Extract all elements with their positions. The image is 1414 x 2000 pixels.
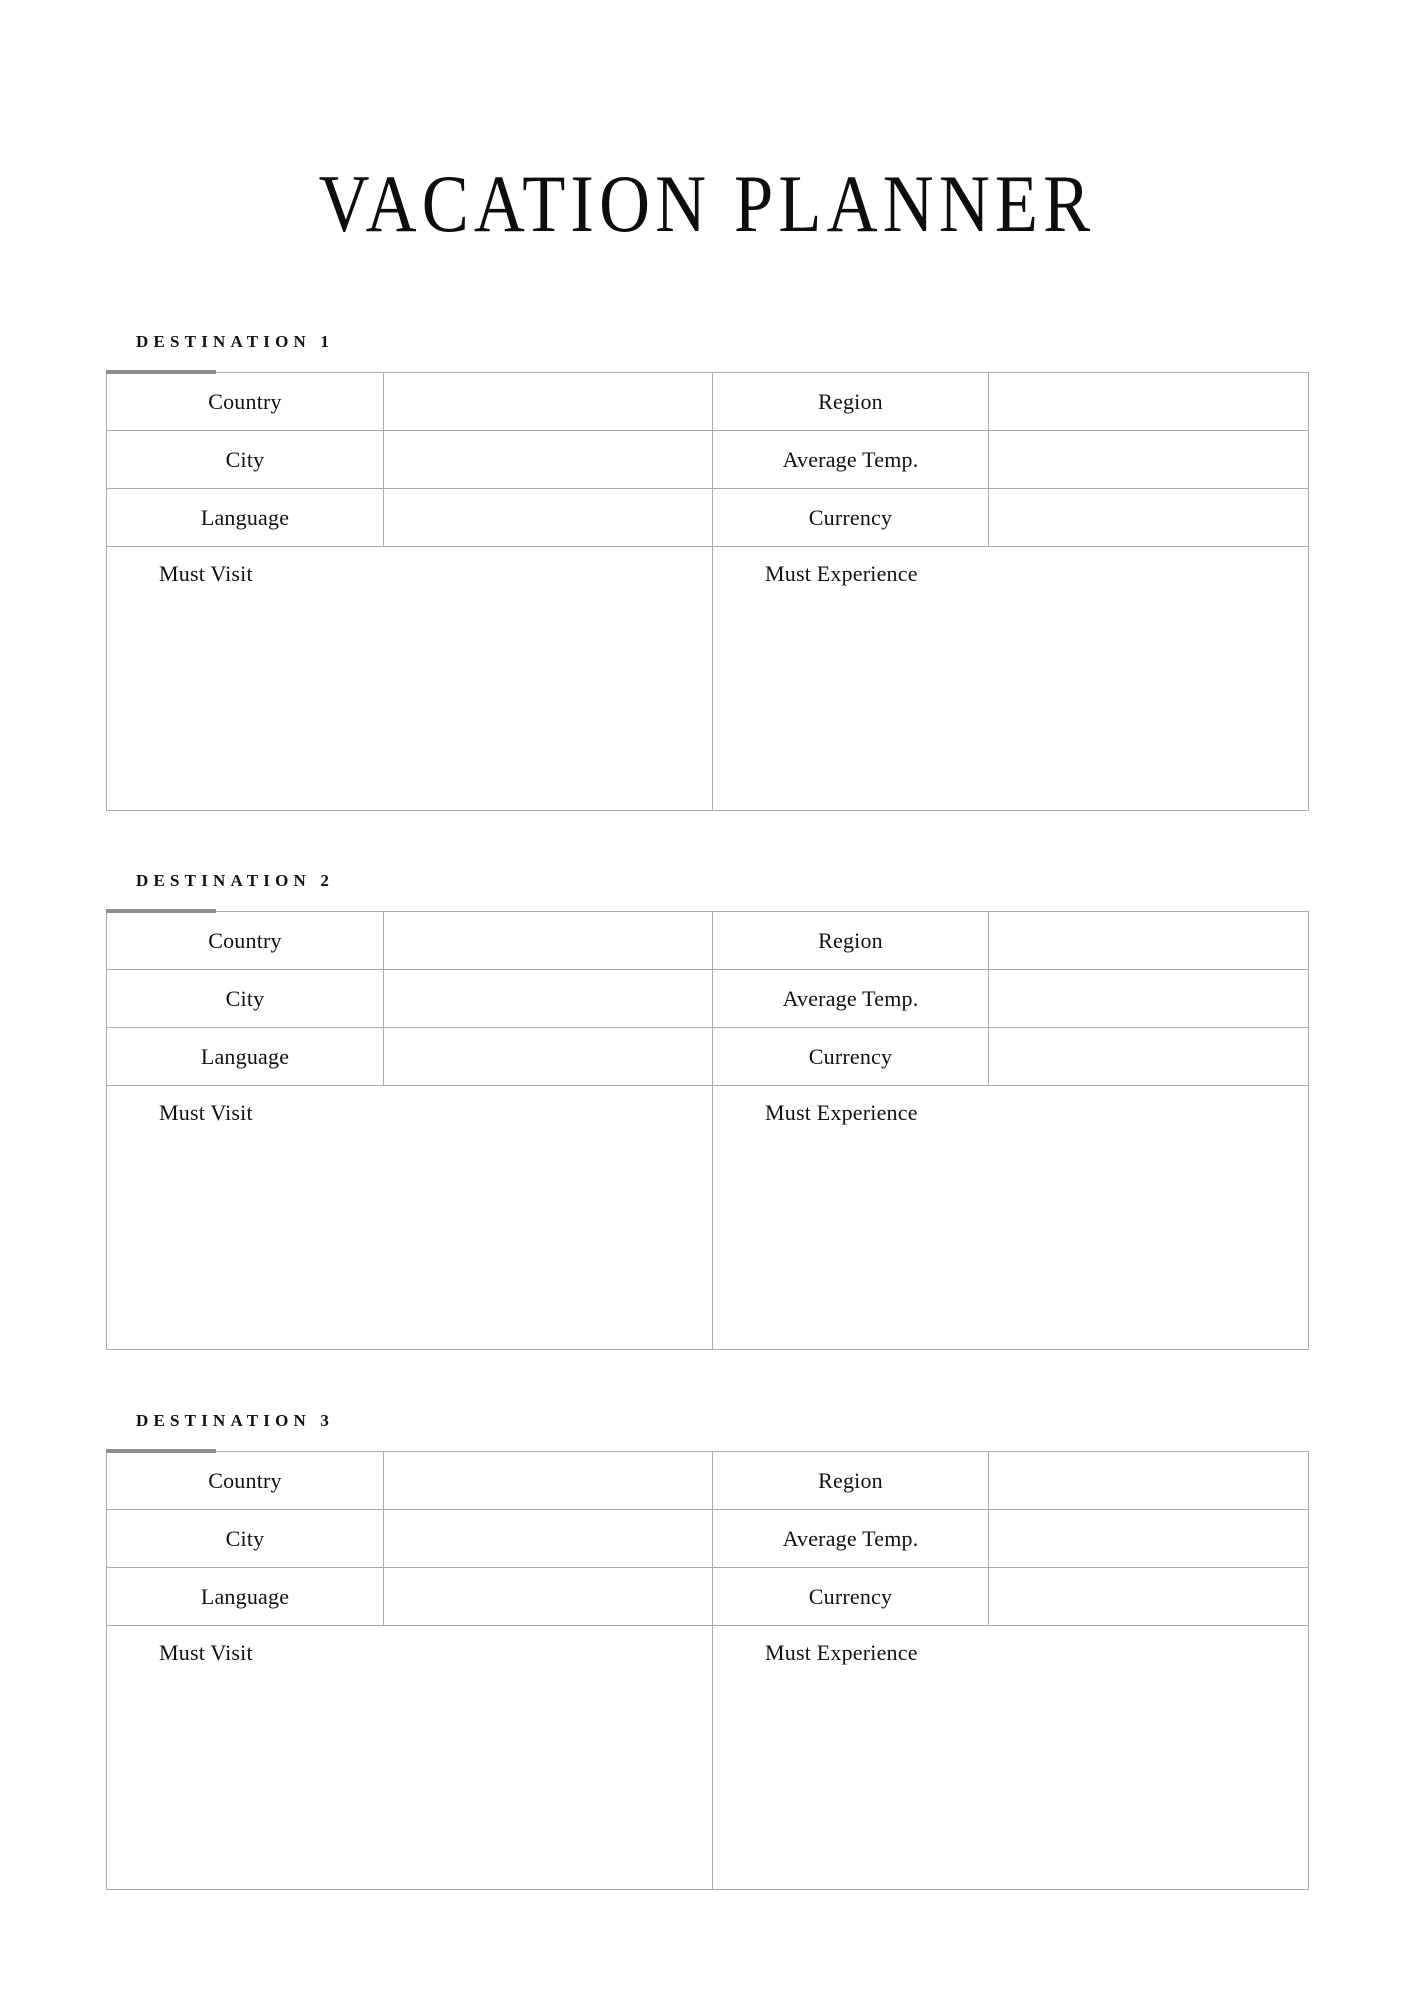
table-row xyxy=(107,489,1309,547)
notes-box-must-visit[interactable] xyxy=(107,1086,713,1350)
field-input-country[interactable] xyxy=(384,1452,713,1510)
table-row xyxy=(107,1452,1309,1510)
field-label-country: Country xyxy=(107,1452,384,1510)
destination-table-1 xyxy=(106,372,1309,811)
section-accent-bar xyxy=(106,1449,216,1453)
destination-table-3 xyxy=(106,1451,1309,1890)
field-input-city[interactable] xyxy=(384,1510,713,1568)
field-label-language: Language xyxy=(107,489,384,547)
table-row xyxy=(107,373,1309,431)
notes-box-must-experience[interactable] xyxy=(713,1626,1309,1890)
field-input-currency[interactable] xyxy=(989,1568,1309,1626)
field-input-region[interactable] xyxy=(989,373,1309,431)
field-input-region[interactable] xyxy=(989,912,1309,970)
field-input-country[interactable] xyxy=(384,912,713,970)
field-label-currency: Currency xyxy=(713,1568,989,1626)
field-label-currency: Currency xyxy=(713,1028,989,1086)
notes-box-must-experience[interactable] xyxy=(713,547,1309,811)
field-label-average-temp: Average Temp. xyxy=(713,1510,989,1568)
table-row xyxy=(107,912,1309,970)
section-label-destination-3: DESTINATION 3 xyxy=(136,1411,335,1430)
field-input-city[interactable] xyxy=(384,970,713,1028)
notes-label-must-experience: Must Experience xyxy=(765,1640,918,1665)
table-row xyxy=(107,547,1309,811)
table-row xyxy=(107,970,1309,1028)
notes-box-must-experience[interactable] xyxy=(713,1086,1309,1350)
field-label-country: Country xyxy=(107,373,384,431)
field-input-average-temp[interactable] xyxy=(989,970,1309,1028)
notes-label-must-visit: Must Visit xyxy=(159,1640,253,1665)
field-input-language[interactable] xyxy=(384,1028,713,1086)
table-row xyxy=(107,1510,1309,1568)
field-label-currency: Currency xyxy=(713,489,989,547)
notes-label-must-experience: Must Experience xyxy=(765,1100,918,1125)
page-title: VACATION PLANNER xyxy=(318,157,1096,249)
table-row xyxy=(107,431,1309,489)
field-label-region: Region xyxy=(713,1452,989,1510)
field-label-average-temp: Average Temp. xyxy=(713,431,989,489)
field-label-region: Region xyxy=(713,912,989,970)
section-label-destination-2: DESTINATION 2 xyxy=(136,871,335,890)
field-label-city: City xyxy=(107,1510,384,1568)
field-input-average-temp[interactable] xyxy=(989,431,1309,489)
table-row xyxy=(107,1028,1309,1086)
field-input-average-temp[interactable] xyxy=(989,1510,1309,1568)
field-input-city[interactable] xyxy=(384,431,713,489)
section-accent-bar xyxy=(106,909,216,913)
notes-box-must-visit[interactable] xyxy=(107,547,713,811)
field-input-language[interactable] xyxy=(384,1568,713,1626)
table-row xyxy=(107,1568,1309,1626)
notes-label-must-visit: Must Visit xyxy=(159,561,253,586)
field-input-region[interactable] xyxy=(989,1452,1309,1510)
field-label-language: Language xyxy=(107,1568,384,1626)
section-label-destination-1: DESTINATION 1 xyxy=(136,332,335,351)
notes-label-must-visit: Must Visit xyxy=(159,1100,253,1125)
field-label-language: Language xyxy=(107,1028,384,1086)
destination-section-2 xyxy=(106,871,1308,1125)
field-input-language[interactable] xyxy=(384,489,713,547)
table-row xyxy=(107,1086,1309,1350)
notes-box-must-visit[interactable] xyxy=(107,1626,713,1890)
destination-section-1 xyxy=(106,332,1308,586)
table-row xyxy=(107,1626,1309,1890)
notes-label-must-experience: Must Experience xyxy=(765,561,918,586)
field-label-city: City xyxy=(107,970,384,1028)
section-accent-bar xyxy=(106,370,216,374)
field-label-country: Country xyxy=(107,912,384,970)
destination-section-3 xyxy=(106,1411,1308,1665)
destination-table-2 xyxy=(106,911,1309,1350)
field-input-country[interactable] xyxy=(384,373,713,431)
field-input-currency[interactable] xyxy=(989,489,1309,547)
field-label-city: City xyxy=(107,431,384,489)
field-label-average-temp: Average Temp. xyxy=(713,970,989,1028)
field-label-region: Region xyxy=(713,373,989,431)
field-input-currency[interactable] xyxy=(989,1028,1309,1086)
